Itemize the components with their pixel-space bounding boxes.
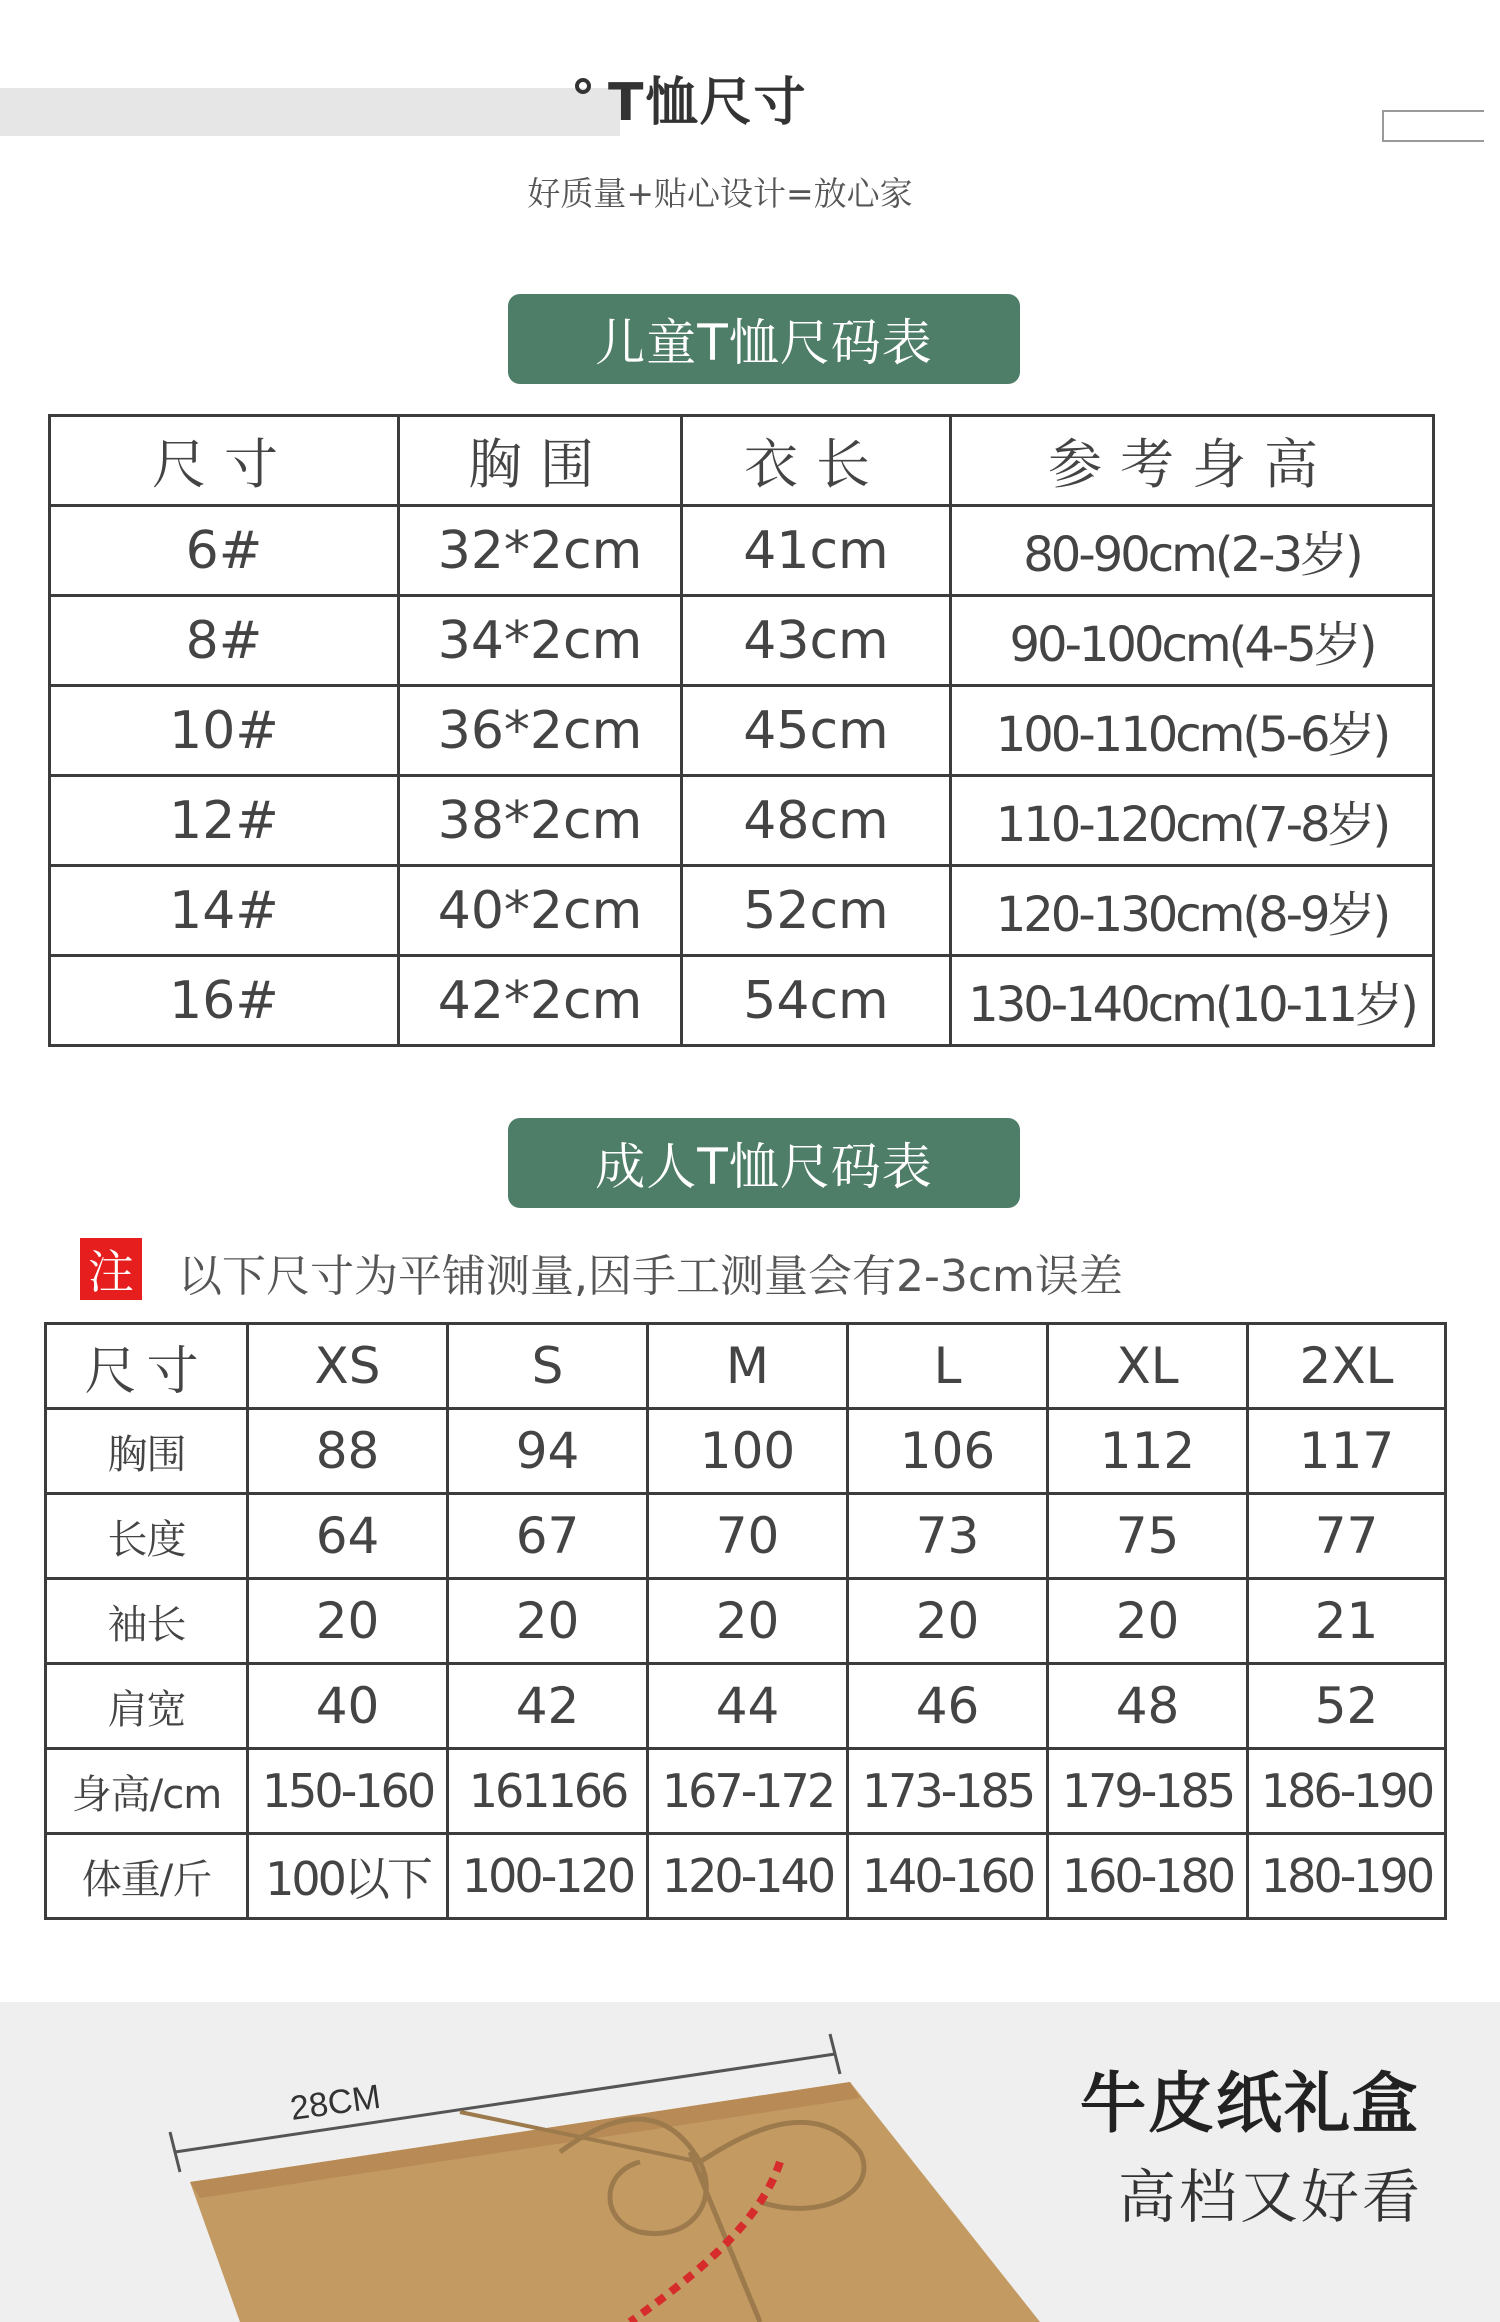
table-cell: 40*2cm [399, 866, 682, 956]
kids-size-table [48, 414, 1435, 1047]
table-cell: 100以下 [248, 1834, 448, 1919]
table-cell: 64 [248, 1494, 448, 1579]
row-header: 体重/斤 [46, 1834, 248, 1919]
gift-box-title: 牛皮纸礼盒 [1080, 2065, 1420, 2142]
table-cell: 120-140 [648, 1834, 848, 1919]
table-cell: 167-172 [648, 1749, 848, 1834]
table-row [50, 596, 1434, 686]
table-row [46, 1579, 1446, 1664]
table-cell: 117 [1248, 1409, 1446, 1494]
kids-size-chart-heading: 儿童T恤尺码表 [508, 294, 1020, 384]
table-cell: 52cm [682, 866, 951, 956]
measurement-note: 以下尺寸为平铺测量,因手工测量会有2-3cm误差 [178, 1251, 1123, 1302]
table-row [50, 776, 1434, 866]
table-cell: 20 [248, 1579, 448, 1664]
column-header: 尺寸 [46, 1324, 248, 1409]
table-cell: 179-185 [1048, 1749, 1248, 1834]
page-subtitle: 好质量+贴心设计=放心家 [527, 174, 913, 213]
dimension-label: 28CM [287, 2077, 383, 2128]
page-title: T恤尺寸 [608, 73, 808, 133]
table-row [50, 956, 1434, 1046]
header-decor-box [1382, 110, 1484, 142]
table-cell: 100-120 [448, 1834, 648, 1919]
table-cell: 34*2cm [399, 596, 682, 686]
gift-box-subtitle: 高档又好看 [1118, 2163, 1424, 2231]
adult-size-chart-heading: 成人T恤尺码表 [508, 1118, 1020, 1208]
table-cell: 16# [50, 956, 399, 1046]
table-row [46, 1749, 1446, 1834]
table-row [50, 866, 1434, 956]
table-header-row [50, 416, 1434, 506]
table-cell: 54cm [682, 956, 951, 1046]
table-cell: 10# [50, 686, 399, 776]
table-cell: 173-185 [848, 1749, 1048, 1834]
row-header: 肩宽 [46, 1664, 248, 1749]
row-header: 长度 [46, 1494, 248, 1579]
table-cell: 80-90cm(2-3岁) [951, 506, 1434, 596]
table-cell: 88 [248, 1409, 448, 1494]
column-header: M [648, 1324, 848, 1409]
table-cell: 48 [1048, 1664, 1248, 1749]
table-cell: 42*2cm [399, 956, 682, 1046]
note-badge: 注 [80, 1238, 142, 1300]
table-cell: 112 [1048, 1409, 1248, 1494]
column-header: XS [248, 1324, 448, 1409]
table-cell: 12# [50, 776, 399, 866]
table-cell: 106 [848, 1409, 1048, 1494]
table-cell: 52 [1248, 1664, 1446, 1749]
table-cell: 70 [648, 1494, 848, 1579]
column-header: 衣长 [682, 416, 951, 506]
table-cell: 20 [648, 1579, 848, 1664]
table-cell: 45cm [682, 686, 951, 776]
column-header: 参考身高 [951, 416, 1434, 506]
table-cell: 161166 [448, 1749, 648, 1834]
table-cell: 43cm [682, 596, 951, 686]
column-header: 胸围 [399, 416, 682, 506]
table-cell: 100-110cm(5-6岁) [951, 686, 1434, 776]
table-cell: 41cm [682, 506, 951, 596]
table-cell: 186-190 [1248, 1749, 1446, 1834]
table-cell: 67 [448, 1494, 648, 1579]
table-row [46, 1664, 1446, 1749]
table-cell: 75 [1048, 1494, 1248, 1579]
table-row [46, 1834, 1446, 1919]
table-cell: 20 [448, 1579, 648, 1664]
table-cell: 110-120cm(7-8岁) [951, 776, 1434, 866]
adult-size-table [44, 1322, 1447, 1920]
table-cell: 21 [1248, 1579, 1446, 1664]
table-cell: 38*2cm [399, 776, 682, 866]
table-cell: 32*2cm [399, 506, 682, 596]
table-cell: 77 [1248, 1494, 1446, 1579]
table-row [50, 686, 1434, 776]
table-cell: 120-130cm(8-9岁) [951, 866, 1434, 956]
row-header: 身高/cm [46, 1749, 248, 1834]
table-cell: 180-190 [1248, 1834, 1446, 1919]
table-cell: 48cm [682, 776, 951, 866]
table-row [46, 1494, 1446, 1579]
table-cell: 20 [848, 1579, 1048, 1664]
row-header: 胸围 [46, 1409, 248, 1494]
column-header: 尺寸 [50, 416, 399, 506]
table-cell: 14# [50, 866, 399, 956]
table-row [50, 506, 1434, 596]
table-cell: 130-140cm(10-11岁) [951, 956, 1434, 1046]
table-header-row [46, 1324, 1446, 1409]
table-cell: 44 [648, 1664, 848, 1749]
table-cell: 36*2cm [399, 686, 682, 776]
column-header: S [448, 1324, 648, 1409]
table-cell: 42 [448, 1664, 648, 1749]
table-cell: 100 [648, 1409, 848, 1494]
table-cell: 6# [50, 506, 399, 596]
table-cell: 46 [848, 1664, 1048, 1749]
table-cell: 90-100cm(4-5岁) [951, 596, 1434, 686]
table-cell: 73 [848, 1494, 1048, 1579]
column-header: L [848, 1324, 1048, 1409]
header-decor-bar [0, 88, 620, 136]
circle-icon [575, 78, 591, 94]
table-cell: 160-180 [1048, 1834, 1248, 1919]
column-header: 2XL [1248, 1324, 1446, 1409]
table-cell: 140-160 [848, 1834, 1048, 1919]
table-cell: 8# [50, 596, 399, 686]
table-cell: 94 [448, 1409, 648, 1494]
table-cell: 150-160 [248, 1749, 448, 1834]
column-header: XL [1048, 1324, 1248, 1409]
table-row [46, 1409, 1446, 1494]
row-header: 袖长 [46, 1579, 248, 1664]
table-cell: 40 [248, 1664, 448, 1749]
table-cell: 20 [1048, 1579, 1248, 1664]
